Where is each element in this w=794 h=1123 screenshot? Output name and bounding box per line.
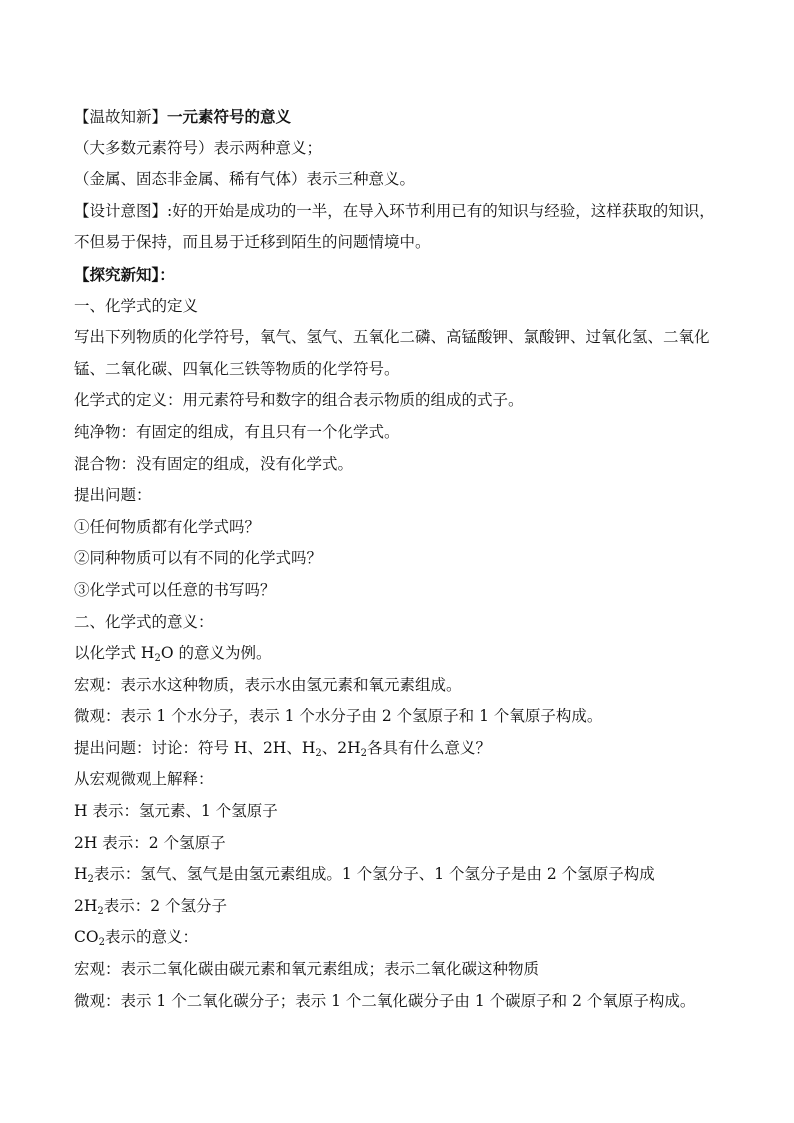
- design-text-1: :好的开始是成功的一半，在导入环节利用已有的知识与经验，这样获取的知识，: [167, 201, 715, 220]
- mixture: 混合物：没有固定的组成，没有化学式。: [74, 454, 354, 473]
- review-line-1: （大多数元素符号）表示两种意义；: [74, 138, 323, 157]
- section1-task-line-1: 写出下列物质的化学符号，氧气、氢气、五氧化二磷、高锰酸钾、氯酸钾、过氧化氢、二氧化: [74, 328, 710, 347]
- discuss-pre: 提出问题：讨论：符号 H、2H、H: [74, 738, 316, 757]
- review-line-2: （金属、固态非金属、稀有气体）表示三种意义。: [74, 170, 416, 189]
- 2h-meaning: 2H 表示：2 个氢原子: [74, 833, 226, 852]
- explore-colon: ：: [159, 264, 175, 284]
- discuss-sub-1: 2: [315, 747, 322, 759]
- question-2: ②同种物质可以有不同的化学式吗？: [74, 549, 323, 568]
- 2h2-meaning-pre: 2H: [74, 896, 98, 915]
- water-micro: 微观：表示 1 个水分子，表示 1 个水分子由 2 个氢原子和 1 个氧原子构成。: [74, 707, 603, 726]
- review-label: 【温故知新】: [74, 108, 168, 126]
- 2h2-meaning: [74, 891, 754, 923]
- co2-micro: 微观：表示 1 个二氧化碳分子；表示 1 个二氧化碳分子由 1 个碳原子和 2 个氧原子构成。: [74, 991, 696, 1010]
- discuss-sub-2: 2: [360, 747, 367, 759]
- 2h2-meaning-sub: 2: [97, 905, 104, 917]
- co2-pre: CO: [74, 928, 99, 947]
- water-macro: 宏观：表示水这种物质，表示水由氢元素和氧元素组成。: [74, 675, 462, 694]
- pure-substance: 纯净物：有固定的组成，有且只有一个化学式。: [74, 422, 400, 441]
- water-example-sub: 2: [154, 653, 161, 665]
- h-meaning: H 表示：氢元素、1 个氢原子: [74, 802, 278, 821]
- design-label: 【设计意图】: [74, 201, 168, 220]
- discuss-mid: 、2H: [321, 738, 361, 757]
- document-body: [74, 101, 754, 1017]
- discuss-post: 各具有什么意义？: [366, 738, 491, 757]
- h2-meaning: [74, 859, 754, 891]
- co2-macro: 宏观：表示二氧化碳由碳元素和氧元素组成；表示二氧化碳这种物质: [74, 960, 540, 979]
- section1-title: 一、化学式的定义: [74, 296, 199, 315]
- water-example: [74, 638, 754, 670]
- section2-title: 二、化学式的意义：: [74, 612, 214, 631]
- discussion-question: [74, 733, 754, 765]
- explore-heading: [74, 259, 754, 291]
- question-1: ①任何物质都有化学式吗？: [74, 517, 261, 536]
- h2-meaning-sub: 2: [87, 874, 94, 886]
- co2-meaning-title: [74, 922, 754, 954]
- h2-meaning-pre: H: [74, 865, 88, 884]
- design-line-1: [74, 196, 754, 228]
- question-3: ③化学式可以任意的书写吗？: [74, 580, 276, 599]
- co2-sub: 2: [98, 937, 105, 949]
- section1-task-line-2: 锰、二氧化碳、四氧化三铁等物质的化学符号。: [74, 359, 400, 378]
- water-example-post: O 的意义为例。: [160, 644, 272, 663]
- 2h2-meaning-post: 表示：2 个氢分子: [103, 896, 228, 915]
- formula-definition: 化学式的定义：用元素符号和数字的组合表示物质的组成的式子。: [74, 391, 524, 410]
- review-heading-line: [74, 101, 754, 133]
- review-heading: 一元素符号的意义: [167, 107, 292, 126]
- question-title: 提出问题：: [74, 486, 152, 505]
- explore-label: 【探究新知】: [74, 264, 160, 284]
- design-line-2: 不但易于保持，而且易于迁移到陌生的问题情境中。: [74, 233, 431, 252]
- co2-post: 表示的意义：: [104, 928, 198, 947]
- water-example-pre: 以化学式 H: [74, 644, 155, 663]
- h2-meaning-post: 表示：氢气、氢气是由氢元素组成。1 个氢分子、1 个氢分子是由 2 个氢原子构成: [93, 865, 655, 884]
- explain-title: 从宏观微观上解释：: [74, 770, 214, 789]
